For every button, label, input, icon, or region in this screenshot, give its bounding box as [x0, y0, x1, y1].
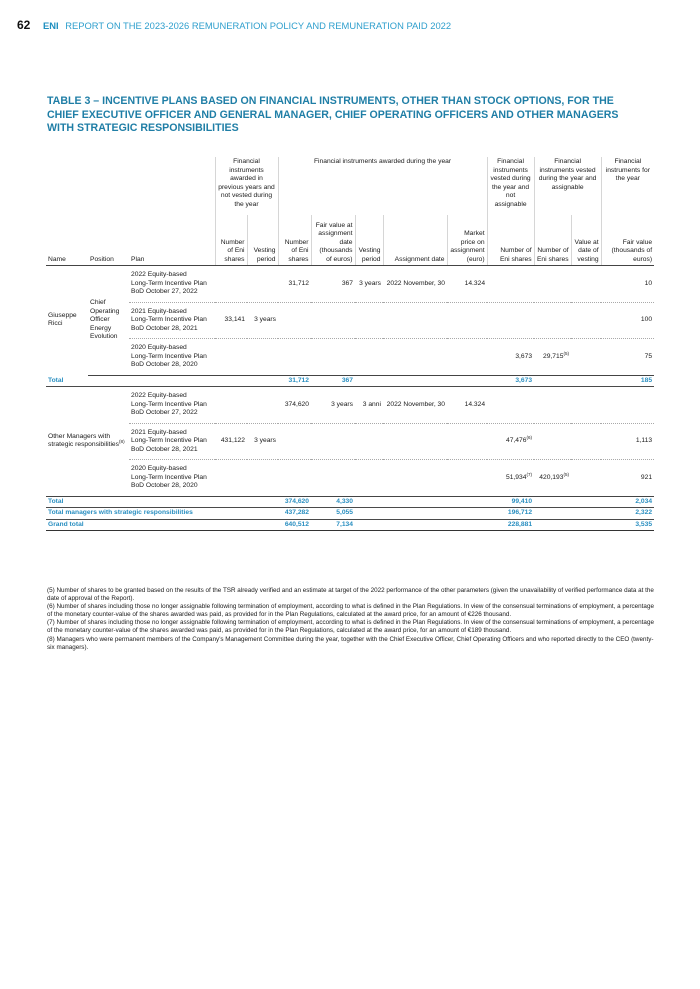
cell	[355, 302, 383, 339]
table-row	[46, 302, 654, 339]
cell	[447, 302, 487, 339]
col-awarded-num: Number of Eni shares	[278, 215, 311, 266]
cell: 3 years	[331, 400, 353, 408]
col-vested-a-value: Value at date of vesting	[571, 215, 601, 266]
table-row	[46, 387, 654, 424]
col-awarded-fair-value: Fair value at assignment date (thousands of euros)	[311, 215, 355, 266]
cell	[311, 460, 355, 497]
footnote: (6) Number of shares including those no longer assignable following termination of employment, according to what is defined in the Plan Regulations. In view of the consensual terminations of employment, a percentage of the monetary counter-value of the shares awarded was paid, as provided for in the Plan Regulations, calculated at the award price, for an amount of €226 thousand.	[47, 603, 654, 619]
cell: 75	[644, 352, 653, 360]
col-awarded-vesting: Vesting period	[355, 215, 383, 266]
plan-line: BoD October 28, 2021	[131, 324, 198, 332]
col-vested-na-num: Number of Eni shares	[487, 215, 534, 266]
footnote: (7) Number of shares including those no longer assignable following termination of employment, according to what is defined in the Plan Regulations. In view of the consensual terminations of employment, a percentage of the monetary counter-value of the shares awarded was paid, as provided for in the Plan Regulations, calculated at the award price, for an amount of €189 thousand.	[47, 619, 654, 635]
plan-line: Long-Term Incentive Plan	[131, 352, 207, 360]
brand-label: ENI	[42, 20, 59, 31]
group-header-prev: Financial instruments awarded in previous years and not vested during the year	[215, 157, 278, 215]
cell	[383, 423, 447, 460]
plan-line: 2020 Equity-based	[131, 465, 187, 472]
cell: 33,141	[224, 316, 245, 323]
cell	[278, 339, 311, 376]
cell: 640,512	[278, 519, 311, 531]
total-row	[46, 375, 654, 387]
plan-line: BoD October 28, 2021	[131, 445, 198, 453]
cell: 10	[644, 279, 653, 287]
cell	[247, 266, 278, 303]
cell: 2,322	[601, 508, 654, 520]
cell	[247, 387, 278, 424]
cell	[383, 339, 447, 376]
cell: 5,055	[311, 508, 355, 520]
person-name: Giuseppe Ricci	[46, 266, 88, 376]
cell: 185	[601, 375, 654, 387]
cell	[571, 460, 601, 497]
cell	[571, 302, 601, 339]
incentive-plans-table	[46, 157, 654, 531]
cell: 14.324	[464, 279, 486, 287]
col-assignment-date: Assignment date	[383, 215, 447, 266]
cell: 7,134	[311, 519, 355, 531]
cell	[215, 387, 247, 424]
cell: 921	[640, 473, 653, 481]
cell	[278, 302, 311, 339]
cell	[383, 302, 447, 339]
plan-line: Long-Term Incentive Plan	[131, 473, 207, 481]
cell	[601, 387, 654, 424]
footnote: (8) Managers who were permanent members of the Company's Management Committee during the year, together with the Chief Executive Officer, Chief Operating Officers and who reported directly to the CEO (twenty-six managers).	[47, 635, 654, 651]
total-row	[46, 496, 654, 508]
cell: 2022 November, 30	[386, 279, 445, 287]
cell: 2,034	[601, 496, 654, 508]
col-market-price: Market price on assignment (euro)	[447, 215, 487, 266]
cell	[355, 339, 383, 376]
cell	[215, 339, 247, 376]
table-row	[46, 266, 654, 303]
group-header-awarded: Financial instruments awarded during the year	[278, 157, 487, 215]
plan-line: Long-Term Incentive Plan	[131, 400, 207, 408]
cell	[278, 423, 311, 460]
cell	[487, 266, 534, 303]
column-header-row	[46, 215, 654, 266]
cell: 51,934$^{(7)}$	[505, 471, 533, 481]
cell	[487, 302, 534, 339]
cell	[247, 339, 278, 376]
cell: 2022 November, 30	[386, 400, 445, 408]
cell: 31,712	[278, 375, 311, 387]
cell: 196,712	[487, 508, 534, 520]
cell	[215, 266, 247, 303]
cell: 431,122	[220, 437, 245, 444]
col-prev-num: Number of Eni shares	[215, 215, 247, 266]
cell	[215, 460, 247, 497]
cell: 47,476$^{(6)}$	[505, 434, 533, 444]
cell: 420,193$^{(5)}$	[539, 471, 570, 481]
col-fair-value-year: Fair value (thousands of euros)	[601, 215, 654, 266]
cell: 4,330	[311, 496, 355, 508]
plan-line: Long-Term Incentive Plan	[131, 437, 207, 444]
table-row	[46, 339, 654, 376]
cell: 3 years	[359, 279, 381, 287]
cell	[383, 460, 447, 497]
total-label: Total managers with strategic responsibilities	[46, 508, 278, 520]
cell	[355, 423, 383, 460]
col-position: Position	[88, 215, 129, 266]
plan-line: 2022 Equity-based	[131, 271, 187, 278]
cell	[487, 387, 534, 424]
grand-total-row	[46, 519, 654, 531]
cell: 374,620	[278, 496, 311, 508]
cell: 31,712	[288, 279, 309, 287]
footnotes	[47, 587, 655, 652]
cell: 14.324	[464, 400, 486, 408]
cell	[311, 339, 355, 376]
cell: 1,113	[635, 437, 653, 444]
cell: 3 years	[254, 437, 276, 444]
col-vested-a-num: Number of Eni shares	[534, 215, 571, 266]
cell: 3,535	[601, 519, 654, 531]
cell: 374,620	[284, 400, 309, 408]
plan-line: BoD October 27, 2022	[131, 409, 198, 416]
page-number: 62	[17, 18, 31, 32]
cell: 367	[311, 375, 355, 387]
total-label: Total	[46, 375, 215, 387]
person-position: Chief Operating Officer Energy Evolution	[90, 299, 120, 340]
cell	[247, 460, 278, 497]
cell: 367	[341, 279, 353, 287]
cell: 3,673	[515, 352, 533, 360]
cell	[534, 423, 571, 460]
cell: 3 anni	[362, 400, 381, 408]
col-plan: Plan	[129, 215, 215, 266]
plan-line: Long-Term Incentive Plan	[131, 279, 207, 287]
plan-line: Long-Term Incentive Plan	[131, 316, 207, 323]
plan-line: 2021 Equity-based	[131, 307, 187, 315]
total-managers-row	[46, 508, 654, 520]
footnote: (5) Number of shares to be granted based on the results of the TSR already verified and an estimate at target of the 2022 performance of the other parameters (given the unavailability of verified performance data at the date of approval of the Report).	[47, 587, 654, 603]
cell: 3,673	[487, 375, 534, 387]
cell	[278, 460, 311, 497]
report-title: REPORT ON THE 2023-2026 REMUNERATION POLICY AND REMUNERATION PAID 2022	[65, 20, 452, 31]
col-prev-vesting: Vesting period	[247, 215, 278, 266]
cell: 437,282	[278, 508, 311, 520]
group-header-vested-assignable: Financial instruments vested during the year and assignable	[534, 157, 601, 215]
group-header-vested-not-assignable: Financial instruments vested during the year and not assignable	[487, 157, 534, 215]
cell	[534, 302, 571, 339]
page-header	[17, 18, 451, 32]
person-name: Other Managers with strategic responsibilities$^{(8)}$	[48, 432, 125, 449]
cell: 3 years	[254, 316, 276, 323]
cell	[571, 266, 601, 303]
plan-line: BoD October 28, 2020	[131, 361, 198, 368]
table-row	[46, 460, 654, 497]
total-label: Total	[46, 496, 215, 508]
cell: 29,715$^{(5)}$	[542, 350, 570, 360]
group-header-row	[46, 157, 654, 215]
cell	[571, 387, 601, 424]
cell	[355, 460, 383, 497]
cell: 99,410	[487, 496, 534, 508]
plan-line: BoD October 27, 2022	[131, 288, 198, 295]
plan-line: 2021 Equity-based	[131, 428, 187, 436]
cell	[447, 339, 487, 376]
cell	[447, 423, 487, 460]
plan-line: 2020 Equity-based	[131, 344, 187, 351]
group-header-for-year: Financial instruments for the year	[601, 157, 654, 215]
cell: 100	[640, 316, 653, 323]
cell	[311, 302, 355, 339]
table-row	[46, 423, 654, 460]
plan-line: 2022 Equity-based	[131, 392, 187, 399]
cell	[571, 423, 601, 460]
cell: 228,881	[487, 519, 534, 531]
total-label: Grand total	[46, 519, 215, 531]
cell	[311, 423, 355, 460]
plan-line: BoD October 28, 2020	[131, 482, 198, 489]
cell	[534, 387, 571, 424]
col-name: Name	[46, 215, 88, 266]
table-title: TABLE 3 – INCENTIVE PLANS BASED ON FINANCIAL INSTRUMENTS, OTHER THAN STOCK OPTIONS, FOR THE CHIEF EXECUTIVE OFFICER AND GENERAL MANAGER, CHIEF OPERATING OFFICERS AND OTHER MANAGERS WITH STRATEGIC RESPONSIBILITIES	[47, 95, 619, 134]
cell	[447, 460, 487, 497]
cell	[534, 266, 571, 303]
cell	[571, 339, 601, 376]
